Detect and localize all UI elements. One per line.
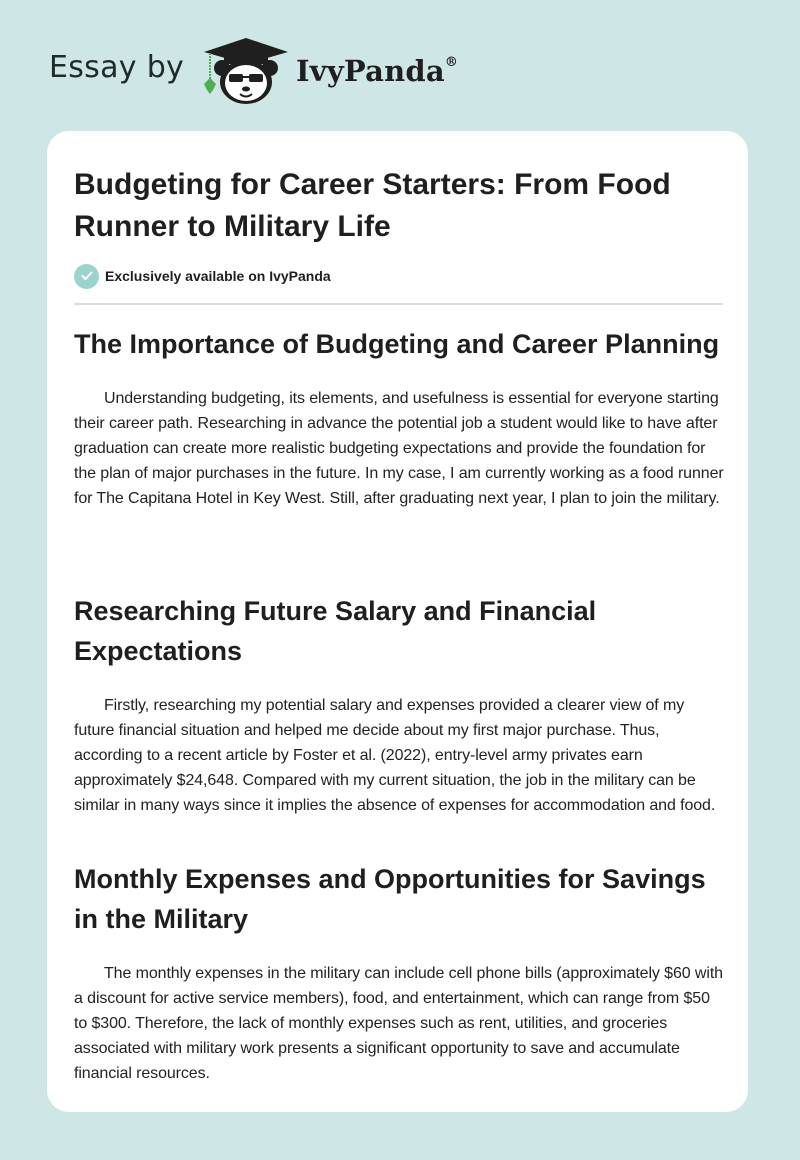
essay-title: Budgeting for Career Starters: From Food Runner to Military Life <box>74 168 671 243</box>
section-heading: The Importance of Budgeting and Career Planning <box>74 329 720 359</box>
title-divider <box>74 303 723 305</box>
badge-text: Exclusively available on IvyPanda <box>105 268 331 284</box>
essay-by-label: Essay by <box>49 50 185 85</box>
site-header <box>0 0 800 130</box>
brand-name[interactable] <box>296 54 458 88</box>
section-monthly-expenses <box>74 859 724 1086</box>
section-heading: Monthly Expenses and Opportunities for Savings in the Military <box>74 864 706 934</box>
essay-card <box>47 131 748 1112</box>
brand-text: IvyPanda <box>296 54 445 88</box>
check-circle-icon <box>74 264 99 289</box>
ivypanda-logo-icon[interactable] <box>200 36 292 108</box>
registered-mark: ® <box>444 55 459 71</box>
section-paragraph: Firstly, researching my potential salary and expenses provided a clearer view of my future financial situation and helped me decide about my first major purchase. Thus, according to a recent article by Foster et al. (2022), entry-level army privates earn approximately $24,648. Compared with my current situation, the job in the military can be similar in many ways since it implies the absence of expenses for accommodation and food. <box>74 697 716 814</box>
section-heading: Researching Future Salary and Financial Expectations <box>74 596 597 666</box>
section-paragraph: The monthly expenses in the military can include cell phone bills (approximately $60 with a discount for active service members), food, and entertainment, which can range from $50 to $300. Therefore, the lack of monthly expenses such as rent, utilities, and groceries associated with military work presents a significant opportunity to save and accumulate financial resources. <box>74 965 723 1082</box>
section-importance <box>74 324 724 511</box>
section-paragraph: Understanding budgeting, its elements, and usefulness is essential for everyone starting their career path. Researching in advance the potential job a student would like to have after graduation can create more realistic budgeting expectations and provide the foundation for the plan of major purchases in the future. In my case, I am currently working as a food runner for The Capitana Hotel in Key West. Still, after graduating next year, I plan to join the military. <box>74 390 724 507</box>
section-researching <box>74 591 724 818</box>
exclusive-badge <box>74 263 331 289</box>
